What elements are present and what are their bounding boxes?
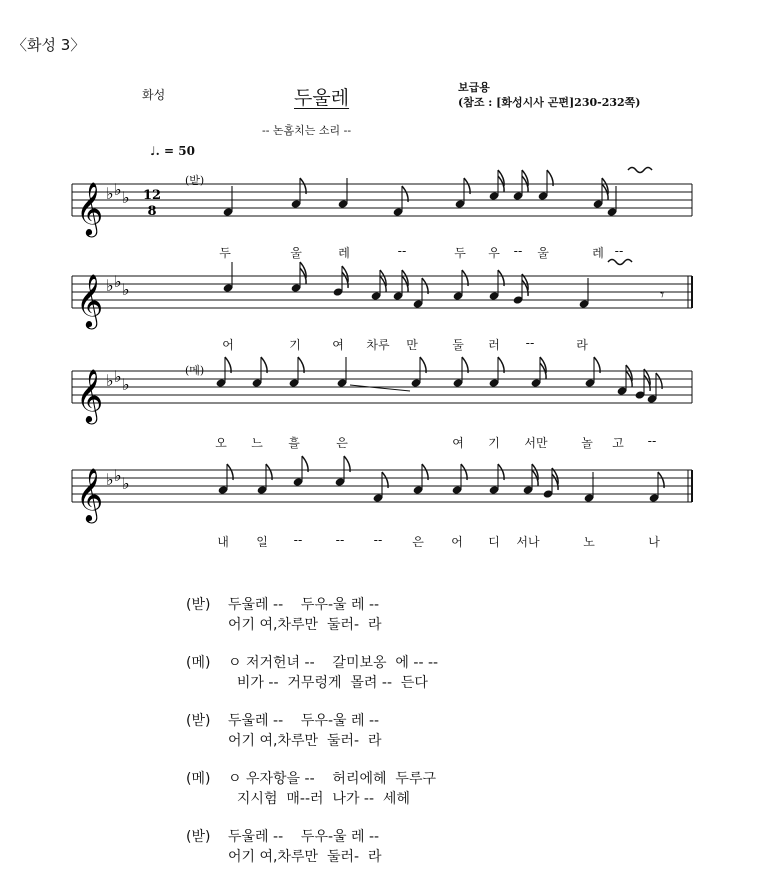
flat-sign-icon: ♭ bbox=[114, 367, 122, 386]
section-tag: 〈화성 3〉 bbox=[12, 36, 86, 54]
lyric-syllable: 기 bbox=[488, 436, 500, 450]
lyric-syllable: 어 bbox=[451, 535, 463, 549]
flat-sign-icon: ♭ bbox=[122, 280, 130, 299]
lyric-syllable: 내 bbox=[217, 535, 229, 549]
lyric-syllable: 라 bbox=[576, 338, 588, 352]
verse-line: ㅇ 우자항을 -- 허리에헤 두루구 bbox=[228, 771, 436, 787]
eighth-rest-icon: 𝄾 bbox=[660, 285, 665, 304]
treble-clef-icon: 𝄞 bbox=[76, 467, 104, 521]
flat-sign-icon: ♭ bbox=[114, 180, 122, 199]
lyric-syllable: 은 bbox=[336, 436, 348, 450]
section-mark-refrain: (받) bbox=[185, 174, 205, 187]
lyric-syllable: -- bbox=[335, 533, 345, 547]
flat-sign-icon: ♭ bbox=[106, 276, 114, 295]
verse-mark: (메) bbox=[186, 655, 211, 671]
verse-line: 두울레 -- 두우-울 레 -- bbox=[228, 597, 380, 613]
flat-sign-icon: ♭ bbox=[122, 375, 130, 394]
lyric-syllable: 어 bbox=[222, 338, 234, 352]
lyric-syllable: -- bbox=[397, 244, 407, 258]
lyric-syllable: -- bbox=[525, 336, 535, 350]
flat-sign-icon: ♭ bbox=[106, 184, 114, 203]
tempo-marking: ♩. = 50 bbox=[150, 144, 195, 158]
lyric-syllable: 일 bbox=[256, 535, 268, 549]
flat-sign-icon: ♭ bbox=[122, 474, 130, 493]
lyric-syllable: 느 bbox=[251, 436, 263, 450]
glissando-line bbox=[350, 385, 410, 391]
lyric-syllable: 둘 bbox=[452, 338, 464, 352]
treble-clef-icon: 𝄞 bbox=[76, 181, 104, 235]
lyric-syllable: 디 bbox=[488, 535, 500, 549]
lyric-syllable: 오 bbox=[215, 436, 227, 450]
verse-line: 두울레 -- 두우-울 레 -- bbox=[228, 713, 380, 729]
lyric-syllable: -- bbox=[513, 244, 523, 258]
section-mark-lead: (메) bbox=[185, 364, 205, 377]
lyric-syllable: -- bbox=[293, 533, 303, 547]
verse-line: 어기 여,차루만 둘러- 라 bbox=[228, 617, 382, 633]
lyric-syllable: -- bbox=[647, 434, 657, 448]
lyric-syllable: 레 bbox=[592, 246, 604, 260]
verse-line: 두울레 -- 두우-울 레 -- bbox=[228, 829, 380, 845]
flat-sign-icon: ♭ bbox=[106, 470, 114, 489]
lyric-syllable: 흘 bbox=[288, 436, 300, 450]
time-signature-numerator: 12 bbox=[142, 188, 162, 203]
verse-line: 어기 여,차루만 둘러- 라 bbox=[228, 849, 382, 865]
source-line-1: 보급용 bbox=[458, 81, 490, 94]
lyric-syllable: 서만 bbox=[524, 436, 548, 450]
verse-line: 비가 -- 거무렁게 몰려 -- 든다 bbox=[228, 675, 428, 691]
lyric-syllable: 울 bbox=[537, 246, 549, 260]
song-subtitle: -- 논홈치는 소리 -- bbox=[262, 124, 352, 137]
lyric-syllable: 은 bbox=[412, 535, 424, 549]
lyric-syllable: 차루 bbox=[366, 338, 390, 352]
lyric-syllable: 놀 bbox=[581, 436, 593, 450]
verse-mark: (메) bbox=[186, 771, 211, 787]
lyric-syllable: -- bbox=[373, 533, 383, 547]
lyric-syllable: 고 bbox=[612, 436, 624, 450]
verse-line: 어기 여,차루만 둘러- 라 bbox=[228, 733, 382, 749]
lyric-syllable: 러 bbox=[488, 338, 500, 352]
lyric-syllable: 레 bbox=[338, 246, 350, 260]
flat-sign-icon: ♭ bbox=[114, 272, 122, 291]
song-title: 두울레 bbox=[294, 87, 350, 109]
trill-mark-icon bbox=[628, 168, 652, 173]
flat-sign-icon: ♭ bbox=[114, 466, 122, 485]
lyric-syllable: 여 bbox=[452, 436, 464, 450]
flat-sign-icon: ♭ bbox=[122, 188, 130, 207]
lyric-syllable: 나 bbox=[648, 535, 660, 549]
flat-sign-icon: ♭ bbox=[106, 371, 114, 390]
lyric-syllable: 서나 bbox=[516, 535, 540, 549]
verse-mark: (받) bbox=[186, 829, 211, 845]
trill-mark-icon bbox=[608, 260, 632, 265]
treble-clef-icon: 𝄞 bbox=[76, 273, 104, 327]
lyric-syllable: 만 bbox=[406, 338, 418, 352]
lyric-syllable: 노 bbox=[583, 535, 595, 549]
verse-mark: (받) bbox=[186, 597, 211, 613]
region-label: 화성 bbox=[142, 88, 166, 102]
lyric-syllable: 기 bbox=[289, 338, 301, 352]
verse-line: 지시험 매--러 나가 -- 세헤 bbox=[228, 791, 410, 807]
treble-clef-icon: 𝄞 bbox=[76, 368, 104, 422]
lyric-syllable: 여 bbox=[332, 338, 344, 352]
lyric-syllable: 두 bbox=[454, 246, 466, 260]
lyric-syllable: 울 bbox=[290, 246, 302, 260]
verse-mark: (받) bbox=[186, 713, 211, 729]
lyric-syllable: 두 bbox=[219, 246, 231, 260]
verse-line: ㅇ 저거헌녀 -- 갈미보옹 에 -- -- bbox=[228, 655, 439, 671]
time-signature-denominator: 8 bbox=[147, 204, 157, 219]
lyric-syllable: 우 bbox=[488, 246, 500, 260]
source-line-2: (참조 : [화성시사 곤편]230-232쪽) bbox=[458, 96, 641, 109]
lyric-syllable: -- bbox=[614, 244, 624, 258]
